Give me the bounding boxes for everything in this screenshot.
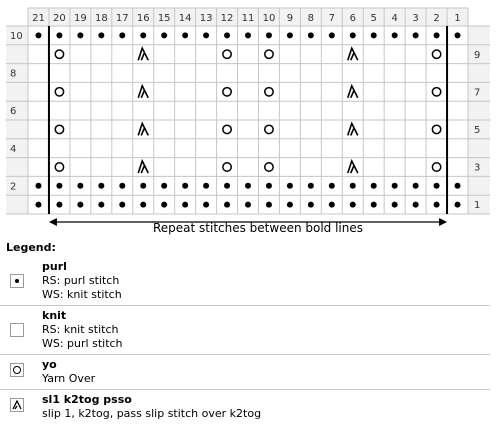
column-number: 1 [454,13,461,24]
purl-stitch [371,202,377,208]
purl-stitch [392,183,398,189]
decrease-stitch [138,86,148,98]
purl-stitch [434,183,440,189]
legend-divider [0,389,490,390]
purl-stitch [392,32,398,38]
column-number: 19 [74,13,87,24]
purl-stitch [350,183,356,189]
purl-stitch [182,32,188,38]
decrease-stitch [138,123,148,135]
column-number: 16 [136,13,150,24]
purl-stitch [161,183,167,189]
column-number: 3 [412,13,419,24]
legend-title: Legend: [6,241,56,254]
column-number: 14 [178,13,192,24]
column-number: 18 [94,13,108,24]
column-number: 6 [349,13,356,24]
column-number: 5 [370,13,377,24]
legend-name: sl1 k2tog psso [42,393,132,406]
decrease-stitch [348,161,358,173]
yarn-over-icon [10,363,24,377]
purl-stitch [161,32,167,38]
purl-stitch [98,202,104,208]
purl-stitch [35,183,41,189]
column-number: 13 [199,13,213,24]
arrow-head-right [439,218,447,226]
purl-stitch [35,32,41,38]
yarn-over-stitch [432,50,440,58]
purl-stitch [287,202,293,208]
legend-desc: WS: knit stitch [42,288,122,301]
yarn-over-stitch [55,163,63,171]
purl-stitch [56,32,62,38]
knit-icon [10,323,24,337]
yarn-over-stitch [223,50,231,58]
yarn-over-stitch [265,88,273,96]
column-number: 10 [262,13,276,24]
yarn-over-stitch [432,88,440,96]
purl-stitch [140,32,146,38]
row-label-right: 3 [474,162,481,174]
yarn-over-stitch [223,163,231,171]
purl-stitch [329,202,335,208]
legend-divider [0,354,490,355]
row-label-left: 8 [10,68,17,80]
legend-desc: WS: purl stitch [42,337,123,350]
purl-stitch [308,183,314,189]
column-number: 2 [433,13,440,24]
purl-stitch [350,32,356,38]
purl-stitch [35,202,41,208]
purl-stitch [56,202,62,208]
legend-desc: slip 1, k2tog, pass slip stitch over k2tog [42,407,262,420]
column-number: 4 [391,13,398,24]
yarn-over-stitch [265,50,273,58]
column-number: 9 [286,13,294,24]
yarn-over-stitch [223,125,231,133]
legend-name: yo [42,358,57,371]
row-label-right: 9 [474,49,481,61]
purl-stitch [329,183,335,189]
yarn-over-stitch [55,125,63,133]
purl-stitch [77,183,83,189]
purl-stitch [245,183,251,189]
purl-stitch [413,202,419,208]
purl-stitch [119,183,125,189]
purl-stitch [203,202,209,208]
decrease-stitch [138,161,148,173]
legend-name: purl [42,260,67,273]
row-label-left: 6 [10,106,17,118]
purl-stitch [350,202,356,208]
legend-divider [0,305,490,306]
legend-name: knit [42,309,67,322]
purl-stitch [224,183,230,189]
purl-stitch [140,202,146,208]
purl-stitch [455,183,461,189]
row-label-right: 1 [474,200,481,212]
purl-stitch [245,32,251,38]
column-number: 7 [328,13,335,24]
purl-stitch [413,183,419,189]
decrease-icon [10,398,24,412]
purl-stitch [329,32,335,38]
yarn-over-stitch [55,88,63,96]
yarn-over-stitch [265,125,273,133]
purl-stitch [455,32,461,38]
purl-stitch [203,32,209,38]
purl-stitch [140,183,146,189]
column-number: 20 [53,13,66,24]
purl-stitch [455,202,461,208]
purl-stitch [434,202,440,208]
purl-stitch [371,32,377,38]
purl-icon [10,274,24,288]
column-number: 8 [307,13,315,24]
row-label-right: 5 [474,125,481,136]
legend-desc: Yarn Over [42,372,96,385]
arrow-head-left [49,218,57,226]
purl-stitch [119,32,125,38]
purl-stitch [434,32,440,38]
purl-stitch [287,32,293,38]
purl-stitch [77,202,83,208]
purl-stitch [56,183,62,189]
purl-stitch [161,202,167,208]
yarn-over-stitch [223,88,231,96]
column-number: 21 [32,13,45,24]
yarn-over-stitch [55,50,63,58]
purl-stitch [245,202,251,208]
purl-stitch [287,183,293,189]
purl-stitch [182,202,188,208]
row-label-left: 4 [10,143,17,155]
decrease-stitch [348,48,358,60]
column-number: 11 [241,13,255,24]
yarn-over-stitch [432,125,440,133]
purl-stitch [308,32,314,38]
row-label-left: 2 [10,181,17,193]
purl-stitch [224,202,230,208]
purl-stitch [266,202,272,208]
yarn-over-stitch [265,163,273,171]
purl-stitch [266,32,272,38]
purl-stitch [413,32,419,38]
purl-stitch [392,202,398,208]
purl-stitch [203,183,209,189]
purl-stitch [119,202,125,208]
column-number: 15 [157,13,171,24]
purl-stitch [77,32,83,38]
purl-stitch [182,183,188,189]
decrease-stitch [348,123,358,135]
legend-desc: RS: knit stitch [42,323,119,336]
column-number: 12 [220,13,234,24]
legend-desc: RS: purl stitch [42,274,120,287]
purl-stitch [98,183,104,189]
column-number: 17 [115,13,129,24]
decrease-stitch [138,48,148,60]
row-label-left: 10 [10,31,23,42]
yarn-over-stitch [432,163,440,171]
decrease-stitch [348,86,358,98]
repeat-label: Repeat stitches between bold lines [152,221,364,235]
purl-stitch [308,202,314,208]
purl-stitch [371,183,377,189]
purl-stitch [266,183,272,189]
row-label-right: 7 [474,87,481,99]
purl-stitch [98,32,104,38]
purl-stitch [224,32,230,38]
